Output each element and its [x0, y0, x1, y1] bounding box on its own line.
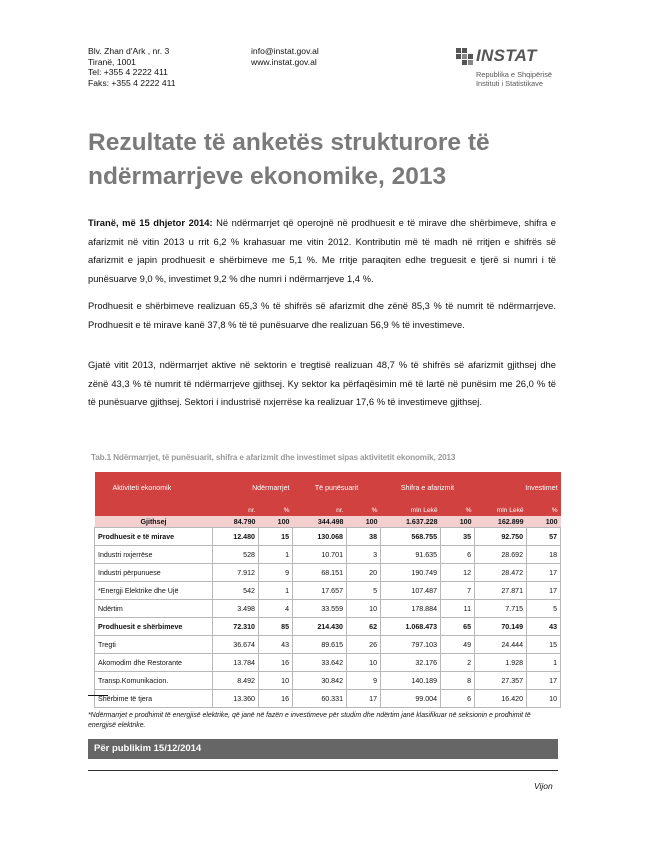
cell: 190.749: [381, 564, 441, 582]
cell: 797.103: [381, 636, 441, 654]
cell: 17: [527, 564, 561, 582]
cell: 17: [527, 672, 561, 690]
cell: 542: [213, 582, 259, 600]
cell: 84.790: [213, 516, 259, 528]
cell: 1.637.228: [381, 516, 441, 528]
cell: 2: [441, 654, 475, 672]
cell: 344.498: [293, 516, 347, 528]
cell: 91.635: [381, 546, 441, 564]
cell: 11: [441, 600, 475, 618]
footnote: *Ndërmarrjet e prodhimit të energjisë elektrike, që janë në fazën e investimeve për studim dhe ndërtim janë klasifikuar në seksionin e prodhimit të energjisë elektrike.: [88, 712, 531, 729]
address-line: Faks: +355 4 2222 411: [88, 77, 176, 88]
cell: 6: [441, 690, 475, 708]
cell: 100: [259, 516, 293, 528]
dateline: Tiranë, më 15 dhjetor 2014:: [88, 217, 213, 228]
cell: 13.360: [213, 690, 259, 708]
email-link[interactable]: info@instat.gov.al: [251, 46, 319, 56]
cell: 60.331: [293, 690, 347, 708]
cell: 1: [259, 582, 293, 600]
cell: 92.750: [475, 528, 527, 546]
bottom-divider: [88, 770, 558, 771]
continuation-label: Vijon: [534, 781, 553, 791]
col-header-investments: Investimet: [475, 472, 561, 504]
row-label: Shërbime të tjera: [95, 690, 213, 708]
logo-brand: INSTAT: [476, 46, 537, 65]
cell: 4: [259, 600, 293, 618]
col-header-activity: Aktiviteti ekonomik: [95, 472, 213, 504]
intro-text: Në ndërmarrjet që operojnë në prodhuesit e të mirave dhe shërbimeve, shifra e afarizmit në vitin 2013 u rrit 6,2 % krahasuar me vitin 2012. Kontributin më të madh në rritjen e shifrës së afarizmit e japin prodhuesit e shërbimeve me 5,1 %. Me rritje paraqiten edhe treguesit e tjerë si numri i të punësuarve 9,0 %, investimet 9,2 % dhe numri i ndërmarrjeve 1,4 %.: [88, 217, 556, 284]
cell: 15: [527, 636, 561, 654]
cell: 33.642: [293, 654, 347, 672]
cell: 10.701: [293, 546, 347, 564]
cell: 10: [259, 672, 293, 690]
table-caption: Tab.1 Ndërmarrjet, të punësuarit, shifra e afarizmit dhe investimet sipas aktivitetit ekonomik, 2013: [91, 453, 456, 462]
unit-label: nr.: [293, 504, 347, 516]
cell: 36.674: [213, 636, 259, 654]
row-label: Prodhuesit e shërbimeve: [95, 618, 213, 636]
cell: 27.357: [475, 672, 527, 690]
cell: 214.430: [293, 618, 347, 636]
table-row: [95, 564, 561, 582]
cell: 16: [259, 654, 293, 672]
table-unit-header: [95, 504, 561, 516]
table-row: [95, 654, 561, 672]
row-label: Prodhuesit e të mirave: [95, 528, 213, 546]
statistics-table: [94, 472, 560, 708]
table-row: [95, 672, 561, 690]
row-label: Akomodim dhe Restorante: [95, 654, 213, 672]
cell: 1.068.473: [381, 618, 441, 636]
cell: 28.472: [475, 564, 527, 582]
row-label: Ndërtim: [95, 600, 213, 618]
cell: 68.151: [293, 564, 347, 582]
instat-logo: [456, 46, 566, 98]
table-row: [95, 600, 561, 618]
table-row: [95, 690, 561, 708]
cell: 528: [213, 546, 259, 564]
unit-label: %: [347, 504, 381, 516]
table-row: [95, 618, 561, 636]
page-title: Rezultate të anketës strukturore të ndërmarrjeve ekonomike, 2013: [88, 129, 490, 190]
paragraph-intro: [88, 214, 556, 288]
logo-subtitle-2: Instituti i Statistikave: [476, 79, 543, 88]
cell: 7: [441, 582, 475, 600]
cell: 99.004: [381, 690, 441, 708]
cell: 72.310: [213, 618, 259, 636]
cell: 130.068: [293, 528, 347, 546]
cell: 7.912: [213, 564, 259, 582]
cell: 70.149: [475, 618, 527, 636]
header-contact: [251, 46, 319, 67]
cell: 89.615: [293, 636, 347, 654]
cell: 568.755: [381, 528, 441, 546]
cell: 26: [347, 636, 381, 654]
unit-label: %: [527, 504, 561, 516]
cell: 30.842: [293, 672, 347, 690]
cell: 62: [347, 618, 381, 636]
cell: 3.498: [213, 600, 259, 618]
cell: 17: [527, 582, 561, 600]
cell: 35: [441, 528, 475, 546]
col-header-enterprises: Ndërmarrjet: [213, 472, 293, 504]
cell: 5: [527, 600, 561, 618]
row-label: Industri nxjerrëse: [95, 546, 213, 564]
address-line: Tiranë, 1001: [88, 56, 136, 67]
website-link[interactable]: www.instat.gov.al: [251, 56, 317, 67]
table-group-header: [95, 472, 561, 504]
col-header-turnover: Shifra e afarizmit: [381, 472, 475, 504]
cell: 33.559: [293, 600, 347, 618]
unit-label: mln Lekë: [475, 504, 527, 516]
row-label: Tregti: [95, 636, 213, 654]
cell: 43: [527, 618, 561, 636]
unit-label: %: [441, 504, 475, 516]
row-label: Transp.Komunikacion.: [95, 672, 213, 690]
cell: 27.871: [475, 582, 527, 600]
cell: 24.444: [475, 636, 527, 654]
publication-date-bar: Për publikim 15/12/2014: [88, 739, 558, 759]
cell: 16: [259, 690, 293, 708]
cell: 20: [347, 564, 381, 582]
row-label: Industri përpunuese: [95, 564, 213, 582]
row-label: Gjithsej: [95, 516, 213, 528]
cell: 85: [259, 618, 293, 636]
unit-label: %: [259, 504, 293, 516]
footnote-divider: [88, 695, 108, 696]
cell: 7.715: [475, 600, 527, 618]
table-row: [95, 528, 561, 546]
unit-label: nr.: [213, 504, 259, 516]
cell: 3: [347, 546, 381, 564]
cell: 10: [347, 600, 381, 618]
row-label: *Energji Elektrike dhe Ujë: [95, 582, 213, 600]
cell: 107.487: [381, 582, 441, 600]
cell: 9: [347, 672, 381, 690]
cell: 5: [347, 582, 381, 600]
cell: 1.928: [475, 654, 527, 672]
cell: 12.480: [213, 528, 259, 546]
cell: 17.657: [293, 582, 347, 600]
cell: 32.176: [381, 654, 441, 672]
cell: 16.420: [475, 690, 527, 708]
cell: 162.899: [475, 516, 527, 528]
cell: 13.784: [213, 654, 259, 672]
cell: 1: [527, 654, 561, 672]
cell: 8: [441, 672, 475, 690]
cell: 18: [527, 546, 561, 564]
paragraph-services: Prodhuesit e shërbimeve realizuan 65,3 % të shifrës së afarizmit dhe zënë 85,3 % të numrit të ndërmarrjeve. Prodhuesit e të mirave kanë 37,8 % të të punësuarve dhe realizuan 56,9 % të investimeve.: [88, 300, 556, 330]
cell: 57: [527, 528, 561, 546]
cell: 38: [347, 528, 381, 546]
cell: 140.189: [381, 672, 441, 690]
cell: 9: [259, 564, 293, 582]
cell: 100: [347, 516, 381, 528]
cell: 17: [347, 690, 381, 708]
cell: 43: [259, 636, 293, 654]
cell: 12: [441, 564, 475, 582]
cell: 10: [347, 654, 381, 672]
cell: 8.492: [213, 672, 259, 690]
table-row: [95, 582, 561, 600]
logo-subtitle-1: Republika e Shqipërisë: [476, 70, 553, 79]
cell: 28.692: [475, 546, 527, 564]
paragraph-trade: Gjatë vitit 2013, ndërmarrjet aktive në sektorin e tregtisë realizuan 48,7 % të shifrës së afarizmit gjithsej dhe zënë 43,3 % të numrit të ndërmarrjeve gjithsej. Ky sektor ka përfaqësimin më të lartë në punësim me 26,0 % të të punësuarve gjithsej. Sektori i industrisë nxjerrëse ka realizuar 17,6 % të investimeve gjithsej.: [88, 359, 556, 408]
col-header-employed: Të punësuarit: [293, 472, 381, 504]
unit-label: mln Lekë: [381, 504, 441, 516]
table-row-total: [95, 516, 561, 528]
instat-logo-icon: [456, 48, 474, 70]
cell: 10: [527, 690, 561, 708]
cell: 6: [441, 546, 475, 564]
cell: 1: [259, 546, 293, 564]
cell: 15: [259, 528, 293, 546]
cell: 100: [441, 516, 475, 528]
cell: 49: [441, 636, 475, 654]
cell: 178.884: [381, 600, 441, 618]
cell: 65: [441, 618, 475, 636]
cell: 100: [527, 516, 561, 528]
header-address: [88, 46, 176, 88]
address-line: Tel: +355 4 2222 411: [88, 67, 168, 78]
table-row: [95, 546, 561, 564]
table-row: [95, 636, 561, 654]
address-line: Blv. Zhan d'Ark , nr. 3: [88, 46, 170, 56]
